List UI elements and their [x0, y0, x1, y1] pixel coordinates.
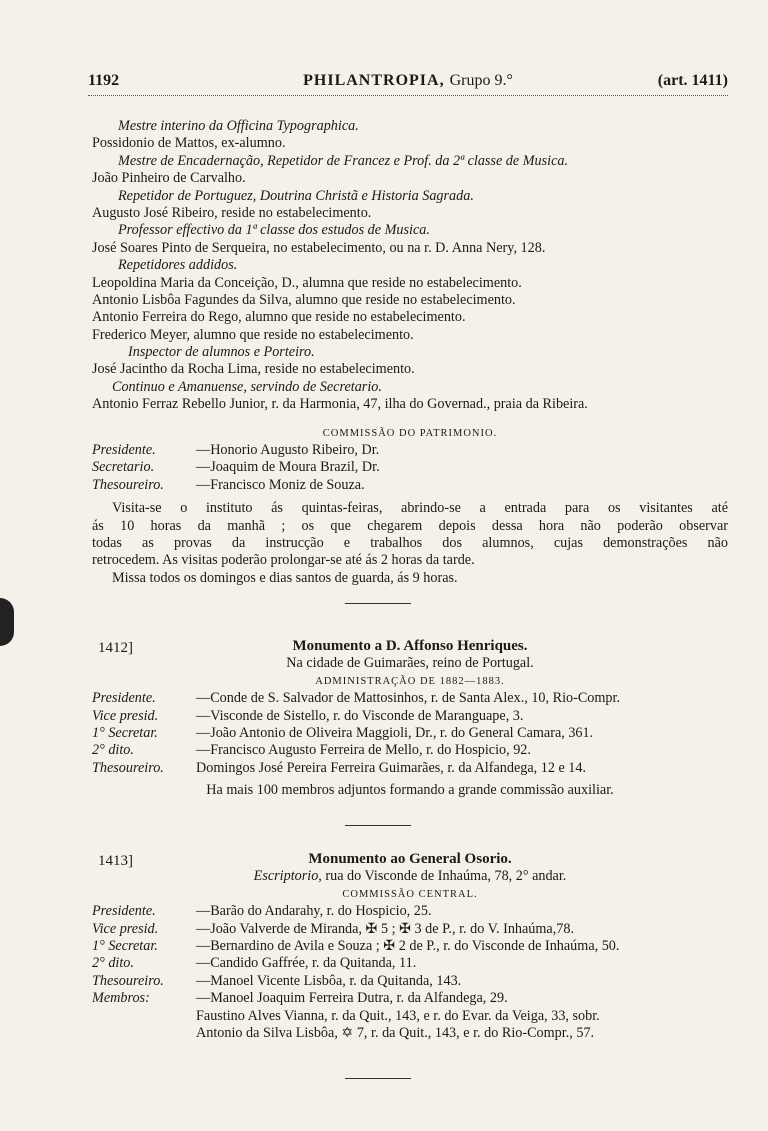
- art1412-row: Vice presid. —Visconde de Sistello, r. do Visconde de Maranguape, 3.: [92, 707, 524, 724]
- art1413-member-line: Faustino Alves Vianna, r. da Quit., 143, e r. do Evar. da Veiga, 33, sobr.: [196, 1007, 600, 1024]
- staff-role-heading: Mestre de Encadernação, Repetidor de Francez e Prof. da 2ª classe de Musica.: [118, 152, 569, 169]
- art1413-member-line: Antonio da Silva Lisbôa, ✡ 7, r. da Quit., 143, e r. do Rio-Compr., 57.: [196, 1024, 595, 1041]
- art1413-title: Monumento ao General Osorio.: [308, 851, 512, 867]
- section-divider: [345, 825, 411, 826]
- art1412-admin: ADMINISTRAÇÃO DE 1882—1883.: [315, 675, 505, 687]
- visit-paragraph-line: todas as provas da instrucção e trabalhos dos alumnos, cujas demonstrações não: [92, 534, 728, 551]
- art1413-subtitle: Escriptorio, rua do Visconde de Inhaúma, 78, 2° andar.: [253, 868, 567, 885]
- art1413-row: Presidente. —Barão do Andarahy, r. do Hospicio, 25.: [92, 903, 432, 920]
- art1412-row: 2° dito. —Francisco Augusto Ferreira de Mello, r. do Hospicio, 92.: [92, 742, 531, 759]
- art1411-staff-list: [92, 118, 728, 587]
- staff-entry: Leopoldina Maria da Conceição, D., alumna que reside no estabelecimento.: [92, 274, 522, 291]
- art1413-section: [92, 851, 728, 1042]
- patrimonio-row: Thesoureiro. —Francisco Moniz de Souza.: [92, 476, 365, 493]
- article-reference: (art. 1411): [657, 72, 728, 89]
- page-edge-mark: [0, 598, 14, 646]
- visit-paragraph-line: ás 10 horas da manhã ; os que chegarem depois dessa hora não poderão observar: [92, 517, 728, 534]
- staff-role-heading: Repetidores addidos.: [118, 257, 238, 274]
- running-title: PHILANTROPIA, Grupo 9.°: [303, 72, 513, 89]
- art1412-note: Ha mais 100 membros adjuntos formando a grande commissão auxiliar.: [206, 782, 614, 799]
- art1413-row: Vice presid. —João Valverde de Miranda, ✠ 5 ; ✠ 3 de P., r. do V. Inhaúma,78.: [92, 920, 575, 937]
- art1412-row: Presidente. —Conde de S. Salvador de Mattosinhos, r. de Santa Alex., 10, Rio-Compr.: [92, 690, 621, 707]
- art1412-row: Thesoureiro. Domingos José Pereira Ferreira Guimarães, r. da Alfandega, 12 e 14.: [92, 759, 587, 776]
- art1412-subtitle: Na cidade de Guimarães, reino de Portugal.: [286, 655, 534, 672]
- section-divider: [345, 1078, 411, 1079]
- staff-entry: Antonio Ferraz Rebello Junior, r. da Harmonia, 47, ilha do Governad., praia da Ribeira.: [92, 396, 588, 413]
- art1413-row: 1° Secretar. —Bernardino de Avila e Souza ; ✠ 2 de P., r. do Visconde de Inhaúma, 50.: [92, 937, 620, 954]
- visit-paragraph-line: retrocedem. As visitas poderão prolongar-se até ás 2 horas da tarde.: [92, 552, 475, 569]
- staff-entry: João Pinheiro de Carvalho.: [92, 170, 246, 187]
- art1412-row: 1° Secretar. —João Antonio de Oliveira Maggioli, Dr., r. do General Camara, 361.: [92, 724, 594, 741]
- staff-entry: José Jacintho da Rocha Lima, reside no estabelecimento.: [92, 361, 415, 378]
- art1413-commission: COMMISSÃO CENTRAL.: [342, 888, 478, 900]
- staff-role-heading: Professor effectivo da 1ª classe dos estudos de Musica.: [118, 222, 430, 239]
- staff-role-heading: Mestre interino da Officina Typographica.: [118, 118, 359, 134]
- art1413-row: Membros: —Manoel Joaquim Ferreira Dutra, r. da Alfandega, 29.: [92, 990, 508, 1007]
- art1413-row: Thesoureiro. —Manoel Vicente Lisbôa, r. da Quitanda, 143.: [92, 972, 462, 989]
- staff-entry: José Soares Pinto de Serqueira, no estabelecimento, ou na r. D. Anna Nery, 128.: [92, 239, 546, 256]
- staff-entry: Antonio Lisbôa Fagundes da Silva, alumno que reside no estabelecimento.: [92, 291, 516, 308]
- header-rule: [88, 95, 728, 96]
- section-divider: [345, 603, 411, 604]
- staff-entry: Augusto José Ribeiro, reside no estabelecimento.: [92, 204, 372, 221]
- page-number: 1192: [88, 72, 120, 89]
- staff-role-heading: Inspector de alumnos e Porteiro.: [128, 344, 315, 361]
- staff-entry: Antonio Ferreira do Rego, alumno que reside no estabelecimento.: [92, 309, 466, 326]
- art1412-section: [92, 638, 728, 800]
- staff-entry: Possidonio de Mattos, ex-alumno.: [92, 135, 286, 152]
- staff-entry: Frederico Meyer, alumno que reside no estabelecimento.: [92, 326, 414, 343]
- patrimonio-row: Secretario. —Joaquim de Moura Brazil, Dr.: [92, 459, 380, 476]
- article-number-1412: 1412]: [98, 640, 133, 656]
- staff-role-heading: Repetidor de Portuguez, Doutrina Christã e Historia Sagrada.: [118, 187, 474, 204]
- running-header: [88, 72, 728, 94]
- visit-paragraph-line: Visita-se o instituto ás quintas-feiras, abrindo-se a entrada para os visitantes até: [112, 500, 728, 517]
- patrimonio-heading: COMMISSÃO DO PATRIMONIO.: [322, 427, 498, 439]
- patrimonio-row: Presidente. —Honorio Augusto Ribeiro, Dr.: [92, 442, 380, 459]
- art1413-row: 2° dito. —Candido Gaffrée, r. da Quitanda, 11.: [92, 955, 417, 972]
- staff-role-heading: Continuo e Amanuense, servindo de Secretario.: [112, 378, 382, 395]
- article-number-1413: 1413]: [98, 853, 133, 869]
- art1412-title: Monumento a D. Affonso Henriques.: [292, 638, 528, 654]
- missa-line: Missa todos os domingos e dias santos de guarda, ás 9 horas.: [112, 569, 458, 586]
